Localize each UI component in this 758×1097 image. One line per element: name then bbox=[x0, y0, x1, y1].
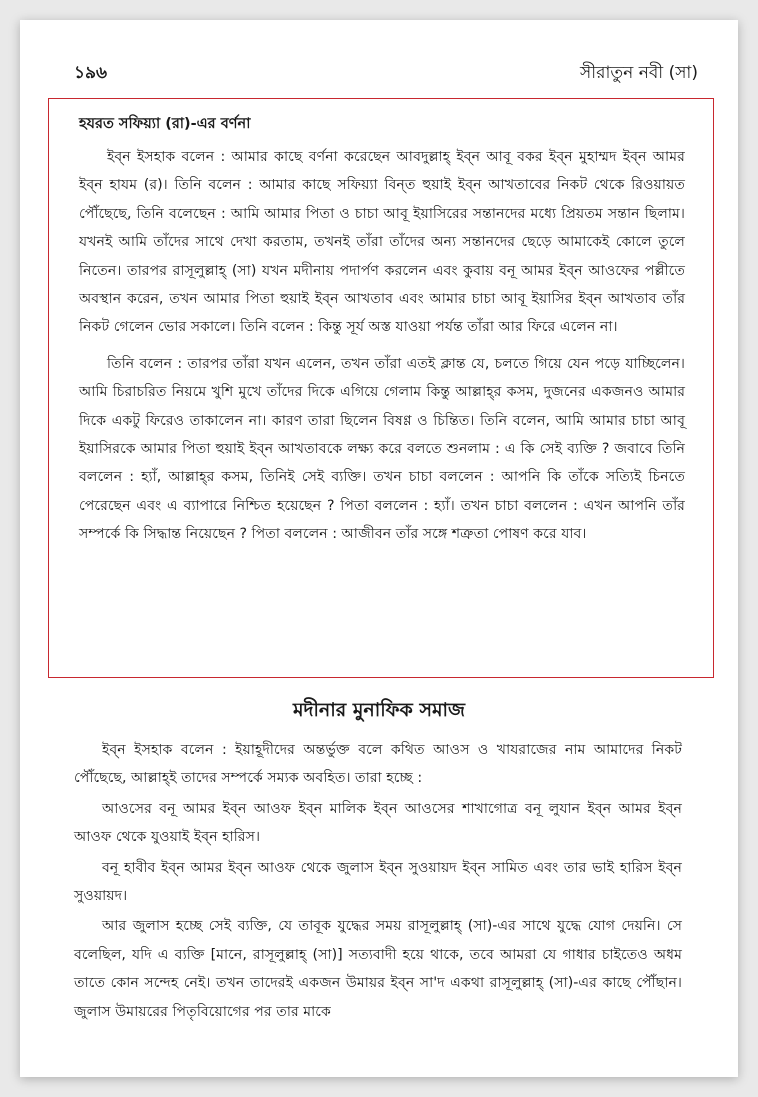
box-body bbox=[79, 143, 685, 549]
section-body bbox=[74, 736, 682, 1026]
highlighted-box bbox=[48, 98, 714, 678]
page-number: ১৯৬ bbox=[74, 63, 108, 83]
section-paragraph: আওসের বনূ আমর ইব্‌ন আওফ ইব্‌ন মালিক ইব্‌ন আওসের শাখাগোত্র বনূ লুযান ইব্‌ন আমর ইব্‌ন আওফ থেকে যুওয়াই ইব্‌ন হারিস। bbox=[74, 800, 682, 846]
section-title: মদীনার মুনাফিক সমাজ bbox=[292, 699, 466, 721]
box-heading: হযরত সফিয়্যা (রা)-এর বর্ণনা bbox=[79, 116, 251, 132]
section-paragraph: আর জুলাস হচ্ছে সেই ব্যক্তি, যে তাবূক যুদ্ধের সময় রাসূলুল্লাহ্ (সা)-এর সাথে যুদ্ধে যোগ দেয়নি। সে বলেছিল, যদি এ ব্যক্তি [মানে, রাসূলুল্লাহ্ (সা)] সত্যবাদী হয়ে থাকে, তবে আমরা যে গাধার চাইতেও অধম তাতে কোন সন্দেহ নেই। তখন তাদেরই একজন উমায়র ইব্‌ন সা'দ একথা রাসূলুল্লাহ্ (সা)-এর কাছে পৌঁছান। জুলাস উমায়রের পিতৃবিয়োগের পর তার মাকে bbox=[74, 918, 682, 1020]
section-paragraph: বনূ হাবীব ইব্‌ন আমর ইব্‌ন আওফ থেকে জুলাস ইব্‌ন সুওয়ায়দ ইব্‌ন সামিত এবং তার ভাই হারিস ইব্‌ন সুওয়ায়দ। bbox=[74, 859, 682, 905]
page-header bbox=[74, 58, 698, 88]
box-paragraph: তিনি বলেন : তারপর তাঁরা যখন এলেন, তখন তাঁরা এতই ক্লান্ত যে, চলতে গিয়ে যেন পড়ে যাচ্ছিলেন। আমি চিরাচরিত নিয়মে খুশি মুখে তাঁদের দিকে এগিয়ে গেলাম কিন্তু আল্লাহ্‌র কসম, দুজনের একজনও আমার দিকে একটু ফিরেও তাকালেন না। কারণ তারা ছিলেন বিষণ্ণ ও চিন্তিত। তিনি বলেন, আমি আমার চাচা আবূ ইয়াসিরকে আমার পিতা হুয়াই ইব্‌ন আখতাবকে লক্ষ্য করে বলতে শুনলাম : এ কি সেই ব্যক্তি ? জবাবে তিনি বললেন : হ্যাঁ, আল্লাহ্‌র কসম, তিনিই সেই ব্যক্তি। তখন চাচা বললেন : আপনি কি তাঁকে সত্যিই চিনতে পেরেছেন এবং এ ব্যাপারে নিশ্চিত হয়েছেন ? পিতা বললেন : হ্যাঁ। তখন চাচা বললেন : এখন আপনি তাঁর সম্পর্কে কি সিদ্ধান্ত নিয়েছেন ? পিতা বললেন : আজীবন তাঁর সঙ্গে শত্রুতা পোষণ করে যাব। bbox=[79, 355, 685, 543]
book-page bbox=[20, 20, 738, 1077]
section-paragraph: ইব্‌ন ইসহাক বলেন : ইয়াহূদীদের অন্তর্ভুক্ত বলে কথিত আওস ও খাযরাজের নাম আমাদের নিকট পৌঁছেছে, আল্লাহ্ই তাদের সম্পর্কে সম্যক অবহিত। তারা হচ্ছে : bbox=[74, 742, 682, 787]
running-title: সীরাতুন নবী (সা) bbox=[580, 63, 698, 83]
box-paragraph: ইব্‌ন ইসহাক বলেন : আমার কাছে বর্ণনা করেছেন আবদুল্লাহ্ ইব্‌ন আবূ বকর ইব্‌ন মুহাম্মদ ইব্‌ন আমর ইব্‌ন হাযম (র)। তিনি বলেন : আমার কাছে সফিয়্যা বিন্‌ত হুয়াই ইব্‌ন আখতাবের নিকট থেকে রিওয়ায়ত পৌঁছেছে, তিনি বলেছেন : আমি আমার পিতা ও চাচা আবূ ইয়াসিরের সন্তানদের মধ্যে প্রিয়তম সন্তান ছিলাম। যখনই আমি তাঁদের সাথে দেখা করতাম, তখনই তাঁরা তাঁদের অন্য সন্তানদের ছেড়ে আমাকেই কোলে তুলে নিতেন। তারপর রাসূলুল্লাহ্ (সা) যখন মদীনায় পদার্পণ করলেন এবং কুবায় বনূ আমর ইব্‌ন আওফের পল্লীতে অবস্থান করেন, তখন আমার পিতা হুয়াই ইব্‌ন আখতাব এবং আমার চাচা আবূ ইয়াসির ইব্‌ন আখতাব তাঁর নিকট গেলেন ভোর সকালে। তিনি বলেন : কিন্তু সূর্য অস্ত যাওয়া পর্যন্ত তাঁরা আর ফিরে এলেন না। bbox=[79, 149, 685, 336]
